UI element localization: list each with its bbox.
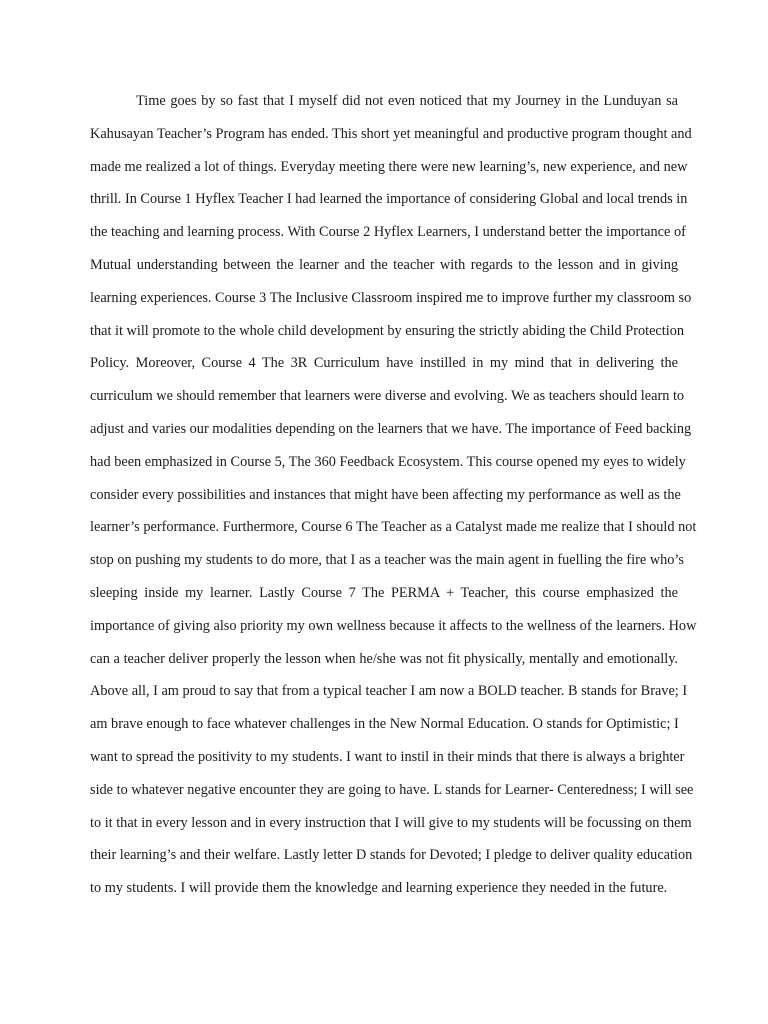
text-line: stop on pushing my students to do more, that I as a teacher was the main agent in fuelling the fire who’s [90, 552, 684, 569]
text-line: am brave enough to face whatever challenges in the New Normal Education. O stands for Optimistic; I [90, 716, 679, 733]
text-line: learner’s performance. Furthermore, Course 6 The Teacher as a Catalyst made me realize that I should not [90, 519, 697, 536]
text-line: to my students. I will provide them the knowledge and learning experience they needed in the future. [90, 880, 668, 897]
text-line: that it will promote to the whole child development by ensuring the strictly abiding the Child Protection [90, 322, 685, 339]
text-line: consider every possibilities and instances that might have been affecting my performance as well as the [90, 486, 681, 503]
text-line: sleeping inside my learner. Lastly Course 7 The PERMA + Teacher, this course emphasized the [90, 584, 678, 601]
text-line: Time goes by so fast that I myself did not even noticed that my Journey in the Lunduyan sa [136, 93, 678, 109]
text-line: had been emphasized in Course 5, The 360 Feedback Ecosystem. This course opened my eyes to widely [90, 453, 686, 470]
text-line: can a teacher deliver properly the lesson when he/she was not fit physically, mentally and emotionally. [90, 650, 678, 667]
text-line: adjust and varies our modalities depending on the learners that we have. The importance of Feed backing [90, 420, 692, 437]
text-line: want to spread the positivity to my students. I want to instil in their minds that there is always a brighter [90, 748, 685, 765]
text-line: their learning’s and their welfare. Lastly letter D stands for Devoted; I pledge to deliver quality education [90, 847, 693, 864]
text-line: Policy. Moreover, Course 4 The 3R Curriculum have instilled in my mind that in delivering the [90, 355, 678, 372]
text-line: to it that in every lesson and in every instruction that I will give to my students will be focussing on them [90, 814, 692, 831]
text-line: learning experiences. Course 3 The Inclusive Classroom inspired me to improve further my classroom so [90, 289, 692, 306]
text-line: side to whatever negative encounter they are going to have. L stands for Learner- Centeredness; I will see [90, 781, 694, 798]
text-line: Mutual understanding between the learner and the teacher with regards to the lesson and in giving [90, 256, 678, 273]
text-line: made me realized a lot of things. Everyday meeting there were new learning’s, new experience, and new [90, 158, 688, 175]
text-line: thrill. In Course 1 Hyflex Teacher I had learned the importance of considering Global and local trends in [90, 191, 688, 208]
essay-paragraph [90, 89, 697, 909]
text-line: Above all, I am proud to say that from a typical teacher I am now a BOLD teacher. B stands for Brave; I [90, 683, 688, 700]
text-line: importance of giving also priority my own wellness because it affects to the wellness of the learners. How [90, 617, 697, 634]
text-line: curriculum we should remember that learners were diverse and evolving. We as teachers should learn to [90, 388, 685, 405]
text-line: the teaching and learning process. With Course 2 Hyflex Learners, I understand better the importance of [90, 224, 686, 241]
text-line: Kahusayan Teacher’s Program has ended. This short yet meaningful and productive program thought and [90, 125, 692, 142]
